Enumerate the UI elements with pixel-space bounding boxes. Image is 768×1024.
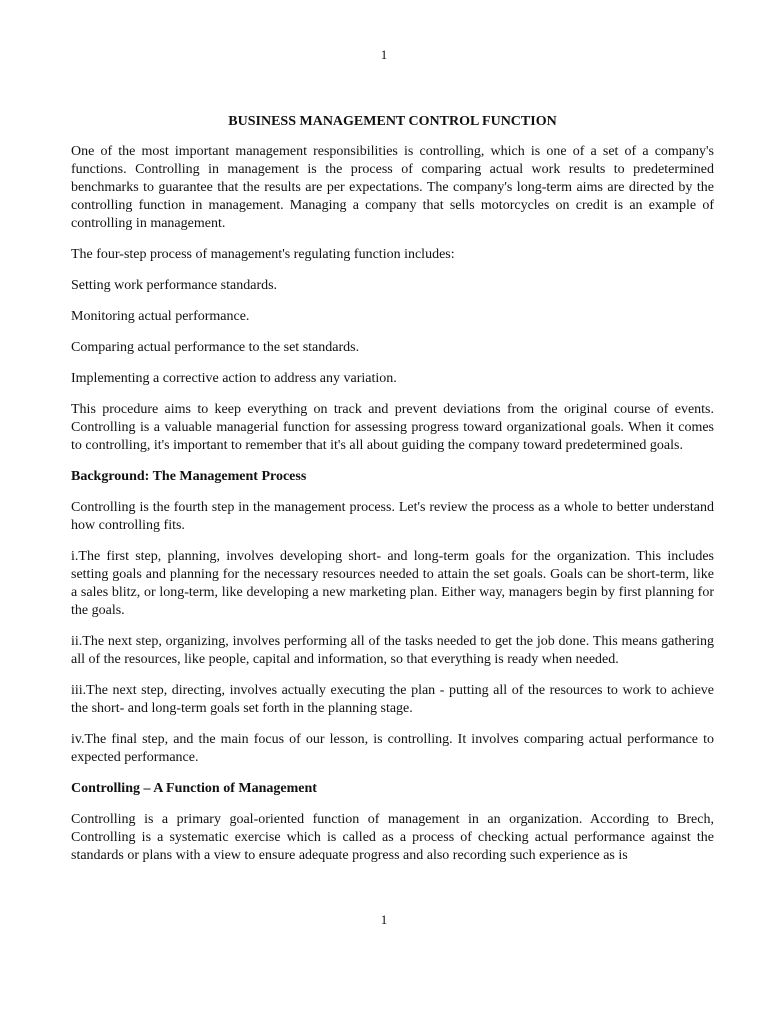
procedure-paragraph: This procedure aims to keep everything on track and prevent deviations from the original course of events. Controlling is a valuable managerial function for assessing progress toward organizational goals. When it comes to controlling, it's important to remember that it's all about guiding the company toward predetermined goals.: [71, 402, 714, 453]
list-item-iv: iv.The final step, and the main focus of our lesson, is controlling. It involves comparing actual performance to expected performance.: [71, 732, 714, 765]
step-4: Implementing a corrective action to address any variation.: [71, 371, 397, 386]
intro-paragraph: One of the most important management responsibilities is controlling, which is one of a set of a company's functions. Controlling in management is the process of comparing actual work results to predetermined benchmarks to guarantee that the results are per expectations. The company's long-term aims are directed by the controlling function in management. Managing a company that sells motorcycles on credit is an example of controlling in management.: [71, 144, 714, 231]
step-3: Comparing actual performance to the set standards.: [71, 340, 360, 355]
background-paragraph: Controlling is the fourth step in the management process. Let's review the process as a whole to better understand how controlling fits.: [71, 500, 714, 533]
list-item-iii: iii.The next step, directing, involves actually executing the plan - putting all of the resources to work to achieve the short- and long-term goals set forth in the planning stage.: [71, 683, 714, 716]
four-step-intro: The four-step process of management's regulating function includes:: [71, 247, 455, 262]
document-body: [71, 113, 714, 865]
background-heading: Background: The Management Process: [71, 469, 307, 484]
controlling-paragraph: Controlling is a primary goal-oriented function of management in an organization. According to Brech, Controlling is a systematic exercise which is called as a process of checking actual performance against the standards or plans with a view to ensure adequate progress and also recording such experience as is: [71, 812, 714, 863]
list-item-i: i.The first step, planning, involves developing short- and long-term goals for the organization. This includes setting goals and planning for the necessary resources needed to attain the set goals. Goals can be short-term, like a sales blitz, or long-term, like developing a new marketing plan. Either way, managers begin by first planning for the goals.: [71, 549, 714, 618]
controlling-heading: Controlling – A Function of Management: [71, 781, 317, 796]
document-title: BUSINESS MANAGEMENT CONTROL FUNCTION: [228, 114, 557, 129]
page-number-bottom: 1: [380, 912, 388, 927]
page-number-top: 1: [380, 47, 388, 62]
list-item-ii: ii.The next step, organizing, involves performing all of the tasks needed to get the job done. This means gathering all of the resources, like people, capital and information, so that everything is ready when needed.: [71, 634, 714, 667]
step-1: Setting work performance standards.: [71, 278, 278, 293]
step-2: Monitoring actual performance.: [71, 309, 250, 324]
